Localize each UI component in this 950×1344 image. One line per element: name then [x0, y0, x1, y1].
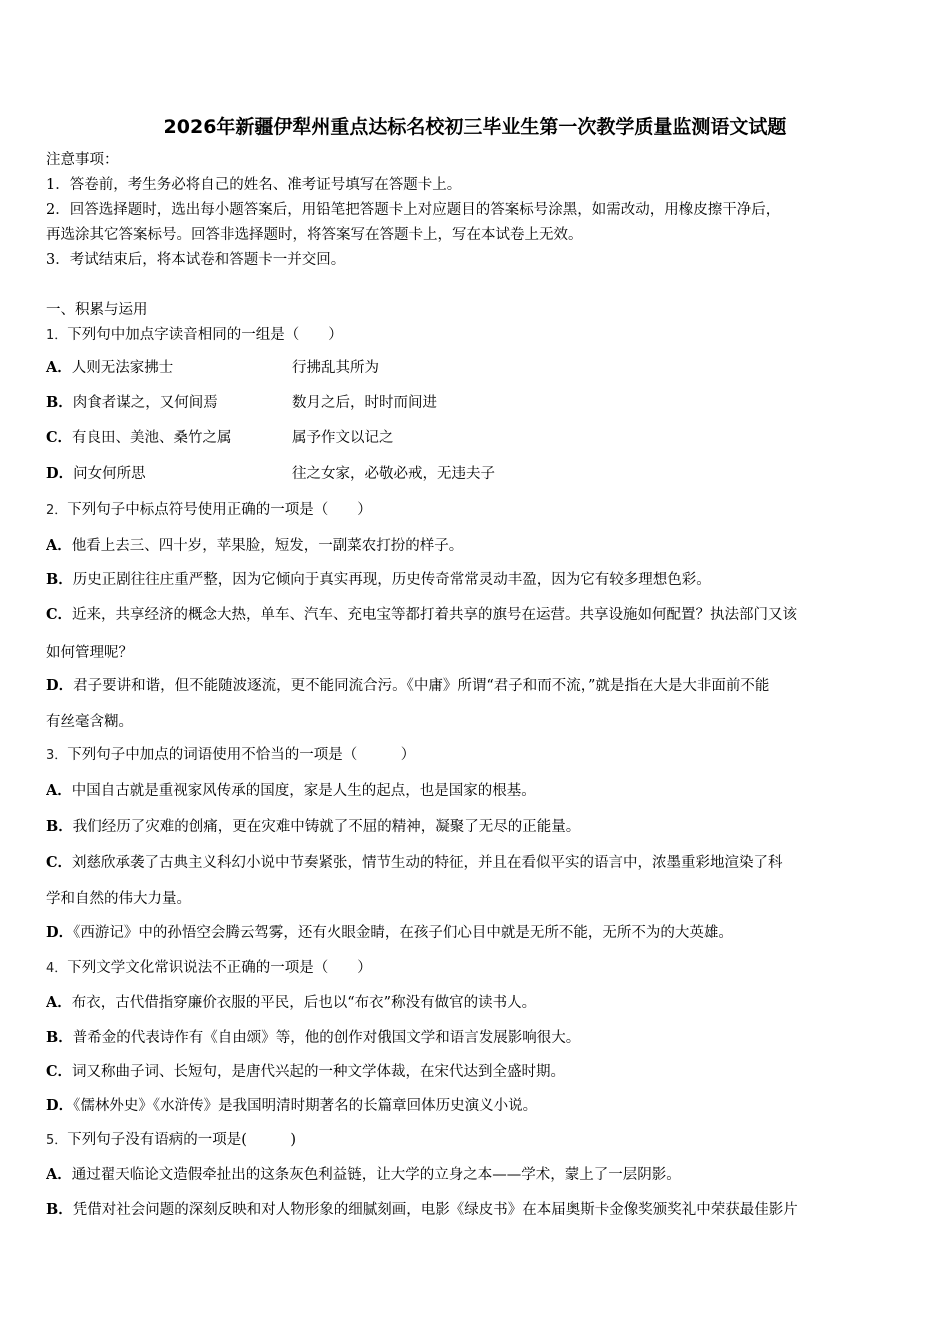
- q1-stem-text: 下列句中加点字读音相同的一组是（ ）: [67, 327, 343, 343]
- option-label: B．: [46, 394, 73, 411]
- q2-stem-text: 下列句子中标点符号使用正确的一项是（ ）: [67, 502, 372, 518]
- option-text: 我们经历了灾难的创痛，更在灾难中铸就了不屈的精神，凝聚了无尽的正能量。: [72, 819, 581, 835]
- notice-item-2-cont: 再选涂其它答案标号。回答非选择题时，将答案写在答题卡上，写在本试卷上无效。: [46, 227, 583, 243]
- q1-option-b-right: 数月之后，时时而间进: [292, 395, 437, 411]
- q2-option-b: [46, 570, 910, 590]
- notice-item-2: 2．回答选择题时，选出每小题答案后，用铅笔把答题卡上对应题目的答案标号涂黑，如需改动，用橡皮擦干净后，: [46, 202, 781, 218]
- option-text: 近来，共享经济的概念大热，单车、汽车、充电宝等都打着共享的旗号在运营。共享设施如何配置？执法部门又该: [72, 607, 798, 623]
- option-label: B．: [46, 1029, 73, 1046]
- option-text: 问女何所思: [73, 466, 146, 482]
- option-label: B．: [46, 571, 73, 588]
- q4-number: 4．: [46, 961, 68, 976]
- option-label: B．: [46, 818, 73, 835]
- option-label: C．: [46, 854, 73, 871]
- option-text: 凭借对社会问题的深刻反映和对人物形象的细腻刻画，电影《绿皮书》在本届奥斯卡金像奖颁奖礼中荣获最佳影片: [72, 1202, 798, 1218]
- q1-option-d-right: 往之女家，必敬必戒，无违夫子: [292, 466, 495, 482]
- q2-option-d-cont: 有丝毫含糊。: [46, 714, 133, 730]
- q4-option-c: [46, 1062, 910, 1082]
- page-title: 2026年新疆伊犁州重点达标名校初三毕业生第一次教学质量监测语文试题: [163, 116, 787, 138]
- option-label: D．: [46, 924, 74, 941]
- option-text: 普希金的代表诗作有《自由颂》等，他的创作对俄国文学和语言发展影响很大。: [72, 1030, 581, 1046]
- option-label: D．: [46, 1097, 74, 1114]
- option-text: 历史正剧往往庄重严整，因为它倾向于真实再现，历史传奇常常灵动丰盈，因为它有较多理想色彩。: [72, 572, 711, 588]
- option-text: 中国自古就是重视家风传承的国度，家是人生的起点，也是国家的根基。: [71, 783, 536, 799]
- option-label: A．: [46, 1166, 72, 1183]
- q3-option-c: [46, 853, 910, 873]
- q1-option-c-right: 属予作文以记之: [292, 430, 394, 446]
- q1-option-b-left: [46, 393, 218, 413]
- option-text: 人则无法家拂士: [71, 360, 174, 376]
- q5-stem-text: 下列句子没有语病的一项是( ): [67, 1132, 297, 1148]
- option-label: B．: [46, 1201, 73, 1218]
- q2-stem: [46, 500, 910, 521]
- q2-option-a: [46, 536, 910, 556]
- option-text: 他看上去三、四十岁，苹果脸，短发，一副菜农打扮的样子。: [71, 538, 464, 554]
- q1-stem: [46, 325, 910, 346]
- q4-option-d: [46, 1096, 910, 1116]
- q1-number: 1．: [46, 328, 68, 343]
- option-label: C．: [46, 606, 73, 623]
- option-text: 词又称曲子词、长短句，是唐代兴起的一种文学体裁，在宋代达到全盛时期。: [72, 1064, 566, 1080]
- q1-option-c-left: [46, 428, 232, 448]
- option-label: A．: [46, 994, 72, 1011]
- q3-stem-text: 下列句子中加点的词语使用不恰当的一项是（ ）: [67, 747, 416, 763]
- q1-option-d-left: [46, 464, 146, 484]
- option-label: D．: [46, 465, 74, 482]
- option-text: 通过翟天临论文造假牵扯出的这条灰色利益链，让大学的立身之本——学术，蒙上了一层阴影。: [71, 1167, 681, 1183]
- q5-stem: [46, 1130, 910, 1151]
- q2-option-c: [46, 605, 910, 625]
- option-text: 布衣，古代借指穿廉价衣服的平民，后也以“布衣”称没有做官的读书人。: [71, 995, 537, 1011]
- q3-option-d: [46, 923, 910, 943]
- q4-option-a: [46, 993, 910, 1013]
- q1-option-a-left: [46, 358, 173, 378]
- q1-option-a-right: 行拂乱其所为: [292, 360, 379, 376]
- option-text: 君子要讲和谐，但不能随波逐流，更不能同流合污。《中庸》所谓“君子和而不流，”就是指在大是大非面前不能: [73, 678, 770, 694]
- q4-stem-text: 下列文学文化常识说法不正确的一项是（ ）: [67, 960, 372, 976]
- option-text: 肉食者谋之，又何间焉: [72, 395, 218, 411]
- q5-option-a: [46, 1165, 910, 1185]
- q2-option-c-cont: 如何管理呢？: [46, 645, 133, 661]
- option-label: A．: [46, 782, 72, 799]
- q4-option-b: [46, 1028, 910, 1048]
- option-text: 刘慈欣承袭了古典主义科幻小说中节奏紧张，情节生动的特征，并且在看似平实的语言中，浓墨重彩地渲染了科: [72, 855, 783, 871]
- notice-item-3: 3．考试结束后，将本试卷和答题卡一并交回。: [46, 252, 346, 268]
- notice-item-1: 1．答卷前，考生务必将自己的姓名、准考证号填写在答题卡上。: [46, 177, 462, 193]
- option-text: 《西游记》中的孙悟空会腾云驾雾，还有火眼金睛，在孩子们心目中就是无所不能，无所不为的大英雄。: [73, 925, 733, 941]
- option-label: A．: [46, 359, 72, 376]
- option-text: 《儒林外史》《水浒传》是我国明清时期著名的长篇章回体历史演义小说。: [73, 1098, 538, 1114]
- q3-option-b: [46, 817, 910, 837]
- option-label: C．: [46, 429, 73, 446]
- q5-number: 5．: [46, 1133, 68, 1148]
- option-label: C．: [46, 1063, 73, 1080]
- q3-option-a: [46, 781, 910, 801]
- q2-number: 2．: [46, 503, 68, 518]
- q3-option-c-cont: 学和自然的伟大力量。: [46, 891, 191, 907]
- q5-option-b: [46, 1200, 910, 1220]
- option-label: A．: [46, 537, 72, 554]
- option-text: 有良田、美池、桑竹之属: [72, 430, 232, 446]
- section-heading: 一、积累与运用: [46, 302, 148, 318]
- notice-heading: 注意事项：: [46, 152, 119, 168]
- option-label: D．: [46, 677, 74, 694]
- q2-option-d: [46, 676, 910, 696]
- q4-stem: [46, 958, 910, 979]
- q3-stem: [46, 745, 910, 766]
- q3-number: 3．: [46, 748, 68, 763]
